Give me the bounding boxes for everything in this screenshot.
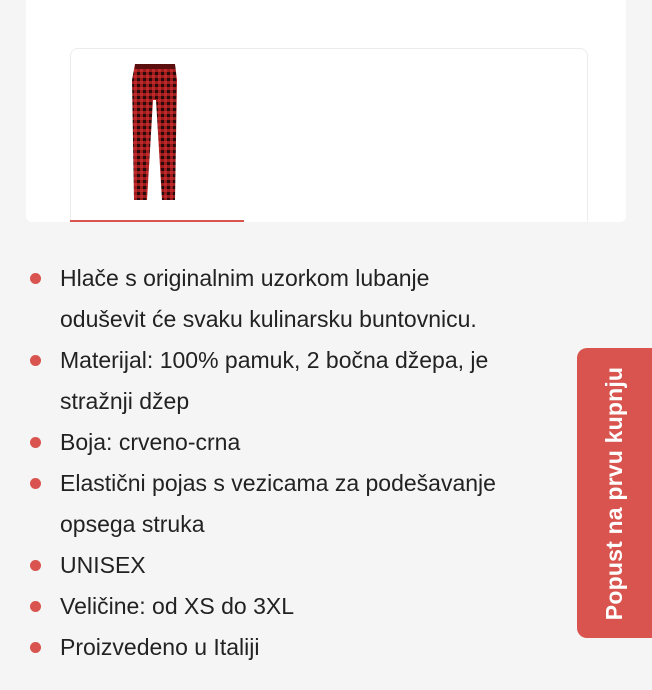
list-item: stražnji džep: [60, 388, 190, 414]
list-item: Proizvedeno u Italiji: [30, 627, 590, 668]
promo-label: Popust na prvu kupnju: [601, 366, 627, 620]
feature-list: [30, 258, 590, 668]
list-item: UNISEX: [30, 545, 590, 586]
bullet-icon: [30, 642, 41, 653]
list-item: Hlače s originalnim uzorkom lubanje: [30, 258, 590, 299]
bullet-icon: [30, 437, 41, 448]
list-item: Boja: crveno-crna: [30, 422, 590, 463]
list-item: oduševit će svaku kulinarsku buntovnicu.: [60, 306, 477, 332]
list-item: Materijal: 100% pamuk, 2 bočna džepa, je: [30, 340, 590, 381]
bullet-icon: [30, 601, 41, 612]
bullet-icon: [30, 273, 41, 284]
thumbnail-trousers[interactable]: [80, 60, 230, 210]
trousers-image: [125, 60, 185, 210]
bullet-icon: [30, 355, 41, 366]
bullet-icon: [30, 560, 41, 571]
bullet-icon: [30, 478, 41, 489]
list-item: Veličine: od XS do 3XL: [30, 586, 590, 627]
first-purchase-discount-tab[interactable]: [577, 348, 652, 638]
active-thumbnail-indicator: [70, 220, 244, 222]
list-item: opsega struka: [60, 511, 205, 537]
list-item: Elastični pojas s vezicama za podešavanje: [30, 463, 590, 504]
